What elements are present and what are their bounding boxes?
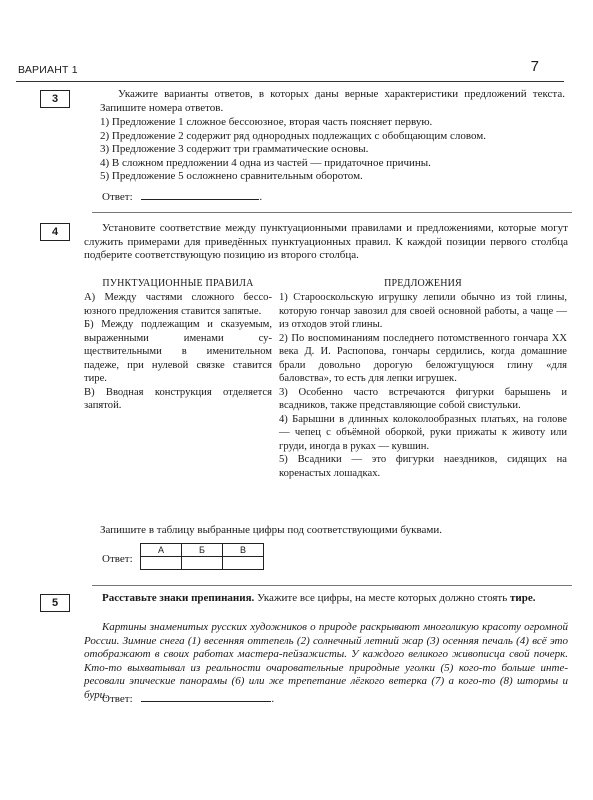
q5-answer-label: Ответ: — [102, 693, 133, 705]
rules-column-header: ПУНКТУАЦИОННЫЕ ПРАВИЛА — [102, 278, 254, 289]
q4-answer-cell-v[interactable] — [223, 557, 264, 570]
q5-instruction-bold: Расставьте знаки препинания. — [102, 592, 255, 604]
question-5-answer: Ответ: . — [102, 693, 275, 705]
question-5-passage: Картины знаменитых русских художников о природе раскрывают многоликую красоту огромной России. Зимние снега (1) весенняя оттепель (2) солнечный летний жар (3) осенняя печаль (4) всё это отображают в своих работах мастера-пейзажисты. У каждого великого живописца свой почерк. Кто-то выхватывал из реальности очаровательные природные уголки (5) кого-то больше интересовали эпические панорамы (6) или же трепетание лёгкого ветерка (7) а кого-то (8) штормы и бури. — [84, 621, 568, 701]
q3-answer-label: Ответ: — [102, 191, 133, 203]
q4-answer-cell-b[interactable] — [182, 557, 223, 570]
q4-answer-table-row — [141, 557, 264, 570]
q4-col-a: А — [141, 544, 182, 557]
q4-answer-table-header — [141, 544, 264, 557]
q3-option-5: 5) Предложение 5 осложнено сравнительным оборотом. — [100, 170, 363, 183]
page-number: 7 — [530, 58, 539, 75]
sentence-5: 5) Всадники — это фигурки наездников, сидящих на коренастых лошадках. — [279, 454, 567, 479]
question-3-answer: Ответ: . — [102, 191, 263, 203]
question-5-number: 5 — [40, 594, 70, 612]
rule-b: Б) Между подлежащим и сказуемым, выраженными именами существительными в именительном падеже, при нулевой связке ставится тире. — [84, 319, 272, 384]
divider-q3 — [92, 212, 572, 213]
q3-option-4: 4) В сложном предложении 4 одна из частей — придаточное причины. — [100, 156, 431, 169]
question-5-instruction — [84, 592, 568, 606]
rules-column — [84, 291, 272, 413]
question-3-intro: Укажите варианты ответов, в которых даны верные характеристики предложений текста. Запишите номера ответов. — [100, 88, 565, 114]
variant-label: ВАРИАНТ 1 — [18, 64, 78, 76]
q3-answer-field[interactable] — [141, 199, 259, 200]
question-4-table-instruction: Запишите в таблицу выбранные цифры под соответствующими буквами. — [100, 524, 442, 536]
q4-answer-label: Ответ: — [102, 553, 133, 565]
question-4-intro: Установите соответствие между пунктуационными правилами и предложениями, которые могут служить примерами для приведённых пунктуационных правил. К каждой позиции первого столбца подберите соответствующую позицию из второго столбца. — [84, 222, 568, 262]
q4-col-v: В — [223, 544, 264, 557]
rule-v: В) Вводная конструкция отделяется запятой. — [84, 386, 272, 411]
q3-option-2: 2) Предложение 2 содержит ряд однородных подлежащих с обобщающим словом. — [100, 129, 486, 142]
q3-option-3: 3) Предложение 3 содержит три грамматические основы. — [100, 143, 369, 156]
rule-a: А) Между частями сложного бессоюзного предложения ставится запятые. — [84, 292, 272, 317]
sentences-column — [279, 291, 567, 480]
sentence-3: 3) Особенно часто встречаются фигурки барышень и всадников, также представляющие собой свистульки. — [279, 386, 567, 411]
divider-q4 — [92, 585, 572, 586]
q3-option-1: 1) Предложение 1 сложное бессоюзное, вторая часть поясняет первую. — [100, 116, 433, 128]
q5-instruction-tail: тире. — [510, 592, 536, 604]
sentence-4: 4) Барышни в длинных колоколообразных платьях, на голове — чепец с объёмной оборкой, руки прижаты к животу или груди, иногда в руках — кувшин. — [279, 413, 567, 452]
question-4-number: 4 — [40, 223, 70, 241]
sentences-column-header: ПРЕДЛОЖЕНИЯ — [384, 278, 462, 289]
q4-answer-table — [140, 543, 264, 570]
question-3-options — [100, 116, 570, 184]
q5-instruction-rest: Укажите все цифры, на месте которых должно стоять — [254, 592, 510, 604]
q4-answer-cell-a[interactable] — [141, 557, 182, 570]
q5-answer-field[interactable] — [141, 701, 271, 702]
header-divider — [16, 81, 564, 82]
sentence-2: 2) По воспоминаниям последнего потомственного гончара XX века Д. И. Распопова, гончары сердились, когда домашние брали довольно дорогую беложгущуюся глину «для баловства», то есть для лепки игрушек. — [279, 332, 567, 384]
q4-col-b: Б — [182, 544, 223, 557]
question-3-number: 3 — [40, 90, 70, 108]
sentence-1: 1) Старооскольскую игрушку лепили обычно из той глины, которую гончар завозил для своей основной работы, а чаще — из отходов этой глины. — [279, 292, 567, 330]
